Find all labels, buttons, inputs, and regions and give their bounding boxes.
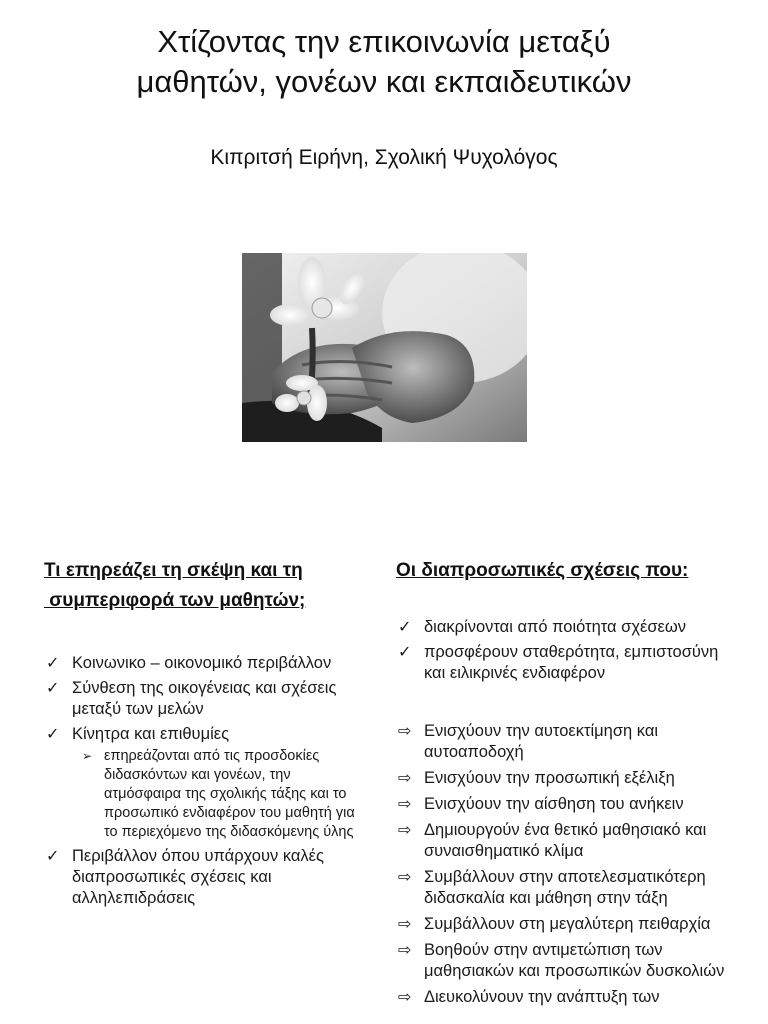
list-item: [398, 940, 728, 982]
left-heading-line-1: Τι επηρεάζει τη σκέψη και τη: [44, 560, 303, 581]
list-item-text: Κίνητρα και επιθυμίες: [72, 725, 230, 743]
check-icon: ✓: [46, 655, 60, 672]
list-item: [46, 653, 356, 674]
list-item: [398, 867, 728, 909]
sub-list-item-text: επηρεάζονται από τις προσδοκίες διδασκόντων και γονέων, την ατμόσφαιρα της σχολικής τάξης και το προσωπικό ενδιαφέρον του μαθητή για το περιεχόμενο της διδασκόμενης ύλης: [104, 748, 355, 840]
list-item-text: Διευκολύνουν την ανάπτυξη των: [424, 988, 660, 1006]
list-item: [398, 794, 728, 815]
hands-flower-photo: [242, 253, 527, 442]
list-item: [46, 678, 356, 720]
list-item: [46, 724, 356, 842]
check-icon: ✓: [46, 680, 60, 697]
list-item-text: Συμβάλλουν στη μεγαλύτερη πειθαρχία: [424, 915, 711, 933]
left-heading-line-2: συμπεριφορά των μαθητών;: [44, 590, 306, 611]
list-item-text: Περιβάλλον όπου υπάρχουν καλές διαπροσωπικές σχέσεις και αλληλεπιδράσεις: [72, 847, 324, 907]
right-arrow-icon: ⇨: [398, 942, 412, 959]
right-arrow-icon: ⇨: [398, 869, 412, 886]
right-arrow-icon: ⇨: [398, 770, 412, 787]
left-heading: [44, 556, 344, 616]
check-icon: ✓: [46, 848, 60, 865]
right-arrow-icon: ⇨: [398, 989, 412, 1006]
list-item-text: Κοινωνικο – οικονομικό περιβάλλον: [72, 654, 332, 672]
right-arrow-list: [398, 721, 728, 1013]
list-item: [398, 721, 728, 763]
list-item-text: Σύνθεση της οικογένειας και σχέσεις μεταξύ των μελών: [72, 679, 337, 718]
list-item: [398, 820, 728, 862]
list-item: [398, 987, 728, 1008]
list-item: [398, 617, 728, 638]
check-icon: ✓: [46, 726, 60, 743]
list-item-text: Ενισχύουν την αίσθηση του ανήκειν: [424, 795, 684, 813]
list-item-text: Ενισχύουν την προσωπική εξέλιξη: [424, 769, 675, 787]
triangle-bullet-icon: ➢: [82, 749, 93, 763]
check-icon: ✓: [398, 644, 412, 661]
sub-list-item: [82, 747, 356, 842]
right-arrow-icon: ⇨: [398, 916, 412, 933]
list-item-text: Δημιουργούν ένα θετικό μαθησιακό και συναισθηματικό κλίμα: [424, 821, 707, 860]
title-line-2: μαθητών, γονέων και εκπαιδευτικών: [136, 64, 632, 99]
check-icon: ✓: [398, 619, 412, 636]
right-arrow-icon: ⇨: [398, 796, 412, 813]
list-item: [398, 642, 728, 684]
right-heading: Οι διαπροσωπικές σχέσεις που:: [396, 560, 689, 581]
list-item-text: Βοηθούν στην αντιμετώπιση των μαθησιακών και προσωπικών δυσκολιών: [424, 941, 725, 980]
list-item-text: προσφέρουν σταθερότητα, εμπιστοσύνη και ειλικρινές ενδιαφέρον: [424, 643, 719, 682]
list-item: [398, 768, 728, 789]
right-arrow-icon: ⇨: [398, 723, 412, 740]
list-item: [398, 914, 728, 935]
title-line-1: Χτίζοντας την επικοινωνία μεταξύ: [157, 24, 611, 59]
right-arrow-icon: ⇨: [398, 822, 412, 839]
list-item: [46, 846, 356, 909]
list-item-text: Συμβάλλουν στην αποτελεσματικότερη διδασκαλία και μάθηση στην τάξη: [424, 868, 706, 907]
sub-list: [82, 747, 356, 842]
document-title: [0, 22, 768, 102]
left-list: [46, 653, 356, 913]
list-item-text: Ενισχύουν την αυτοεκτίμηση και αυτοαποδοχή: [424, 722, 659, 761]
right-check-list: [398, 617, 728, 688]
author-line: Κιπριτσή Ειρήνη, Σχολική Ψυχολόγος: [210, 146, 558, 169]
list-item-text: διακρίνονται από ποιότητα σχέσεων: [424, 618, 687, 636]
